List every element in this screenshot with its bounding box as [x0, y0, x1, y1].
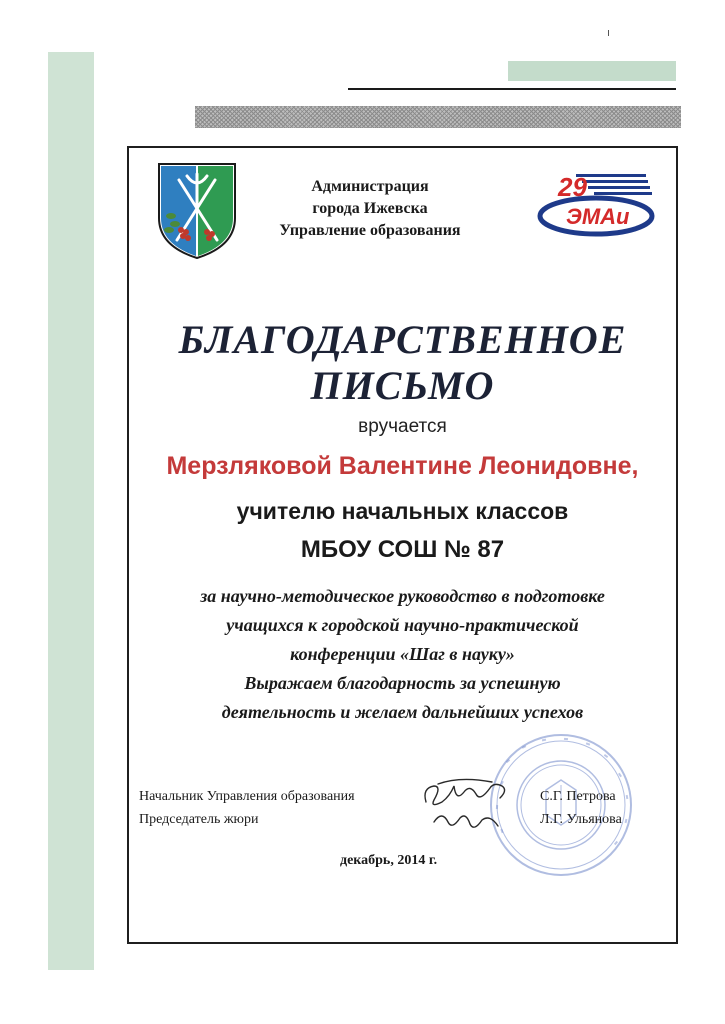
handwritten-signatures-icon: [420, 772, 520, 840]
logo-text: ЭМАи: [566, 204, 630, 229]
decorative-top-green-bar: [508, 61, 676, 81]
reason-line: за научно-методическое руководство в подготовке: [200, 586, 605, 606]
decorative-gray-band: [195, 106, 681, 128]
emai-logo-icon: [536, 166, 662, 240]
logo-number: 29: [558, 172, 587, 202]
scan-speck: [608, 30, 609, 36]
reason-line: Выражаем благодарность за успешную: [244, 673, 561, 693]
recipient-school: МБОУ СОШ № 87: [300, 536, 505, 563]
signatory-name-2: Л.Г. Ульянова: [540, 812, 622, 827]
issuer-line-1: Администрация: [311, 178, 429, 195]
signatory-title-2: Председатель жюри: [139, 812, 259, 827]
recipient-position: учителю начальных классов: [236, 498, 569, 524]
recipient-name: Мерзляковой Валентине Леонидовне,: [166, 452, 639, 480]
signatory-title-1: Начальник Управления образования: [139, 789, 355, 804]
presented-to: вручается: [358, 416, 447, 437]
decorative-top-line: [348, 88, 676, 90]
issuer-line-3: Управление образования: [279, 222, 461, 239]
title-line-2: ПИСЬМО: [310, 363, 495, 408]
coat-of-arms-icon: [155, 160, 239, 260]
issuer-line-2: города Ижевска: [312, 200, 428, 217]
signatory-name-1: С.Г. Петрова: [540, 789, 616, 804]
reason-line: деятельность и желаем дальнейших успехов: [221, 702, 584, 722]
reason-line: учащихся к городской научно-практической: [226, 615, 579, 635]
title-line-1: БЛАГОДАРСТВЕННОЕ: [178, 317, 627, 362]
issuer-heading: [250, 176, 490, 242]
decorative-green-strip: [48, 52, 94, 970]
reason-line: конференции «Шаг в науку»: [290, 644, 515, 664]
issue-date: декабрь, 2014 г.: [340, 853, 438, 868]
reason-text: [127, 582, 678, 727]
